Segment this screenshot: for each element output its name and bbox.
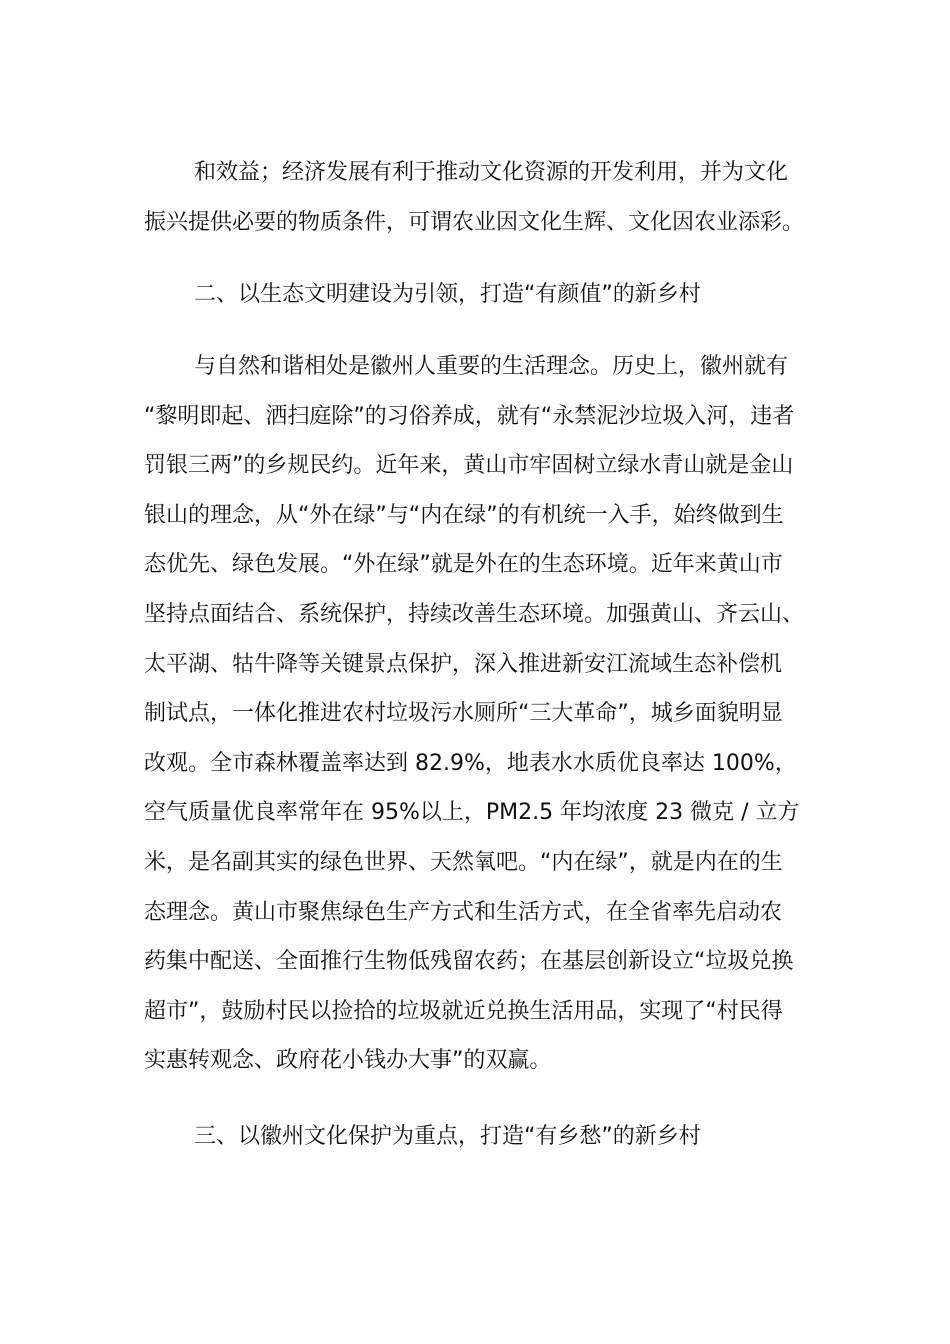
paragraph-line: 态理念。黄山市聚焦绿色生产方式和生活方式，在全省率先启动农	[144, 899, 783, 925]
paragraph-line: 制试点，一体化推进农村垃圾污水厕所“三大革命”，城乡面貌明显	[144, 701, 783, 727]
section-heading-2: 二、以生态文明建设为引领，打造“有颜值”的新乡村	[194, 282, 701, 307]
paragraph-line: 实惠转观念、政府花小钱办大事”的双赢。	[144, 1048, 552, 1074]
paragraph-line: 银山的理念，从“外在绿”与“内在绿”的有机统一入手，始终做到生	[144, 502, 784, 528]
paragraph-line: 药集中配送、全面推行生物低残留农药；在基层创新设立“垃圾兑换	[144, 949, 794, 975]
paragraph-2	[144, 342, 814, 1086]
paragraph-line: 和效益；经济发展有利于推动文化资源的开发利用，并为文化	[194, 160, 789, 185]
section-heading-3: 三、以徽州文化保护为重点，打造“有乡愁”的新乡村	[194, 1124, 701, 1149]
paragraph-line: 超市”，鼓励村民以捡拾的垃圾就近兑换生活用品，实现了“村民得	[144, 998, 783, 1024]
paragraph-line: 太平湖、牯牛降等关键景点保护，深入推进新安江流域生态补偿机	[144, 651, 783, 677]
paragraph-line: 罚银三两”的乡规民约。近年来，黄山市牢固树立绿水青山就是金山	[144, 453, 794, 479]
paragraph-line: 振兴提供必要的物质条件，可谓农业因文化生辉、文化因农业添彩。	[144, 209, 805, 235]
paragraph-line: 改观。全市森林覆盖率达到 82.9%，地表水水质优良率达 100%，	[144, 750, 797, 776]
paragraph-line: 与自然和谐相处是徽州人重要的生活理念。历史上，徽州就有	[194, 354, 789, 379]
paragraph-line: 空气质量优良率常年在 95%以上，PM2.5 年均浓度 23 微克 / 立方	[144, 800, 800, 826]
paragraph-line: 态优先、绿色发展。“外在绿”就是外在的生态环境。近年来黄山市	[144, 552, 783, 578]
paragraph-line: “黎明即起、洒扫庭除”的习俗养成，就有“永禁泥沙垃圾入河，违者	[144, 403, 795, 429]
paragraph-line: 米，是名副其实的绿色世界、天然氧吧。“内在绿”，就是内在的生	[144, 849, 783, 875]
paragraph-1	[144, 148, 814, 247]
paragraph-line: 坚持点面结合、系统保护，持续改善生态环境。加强黄山、齐云山、	[144, 601, 805, 627]
